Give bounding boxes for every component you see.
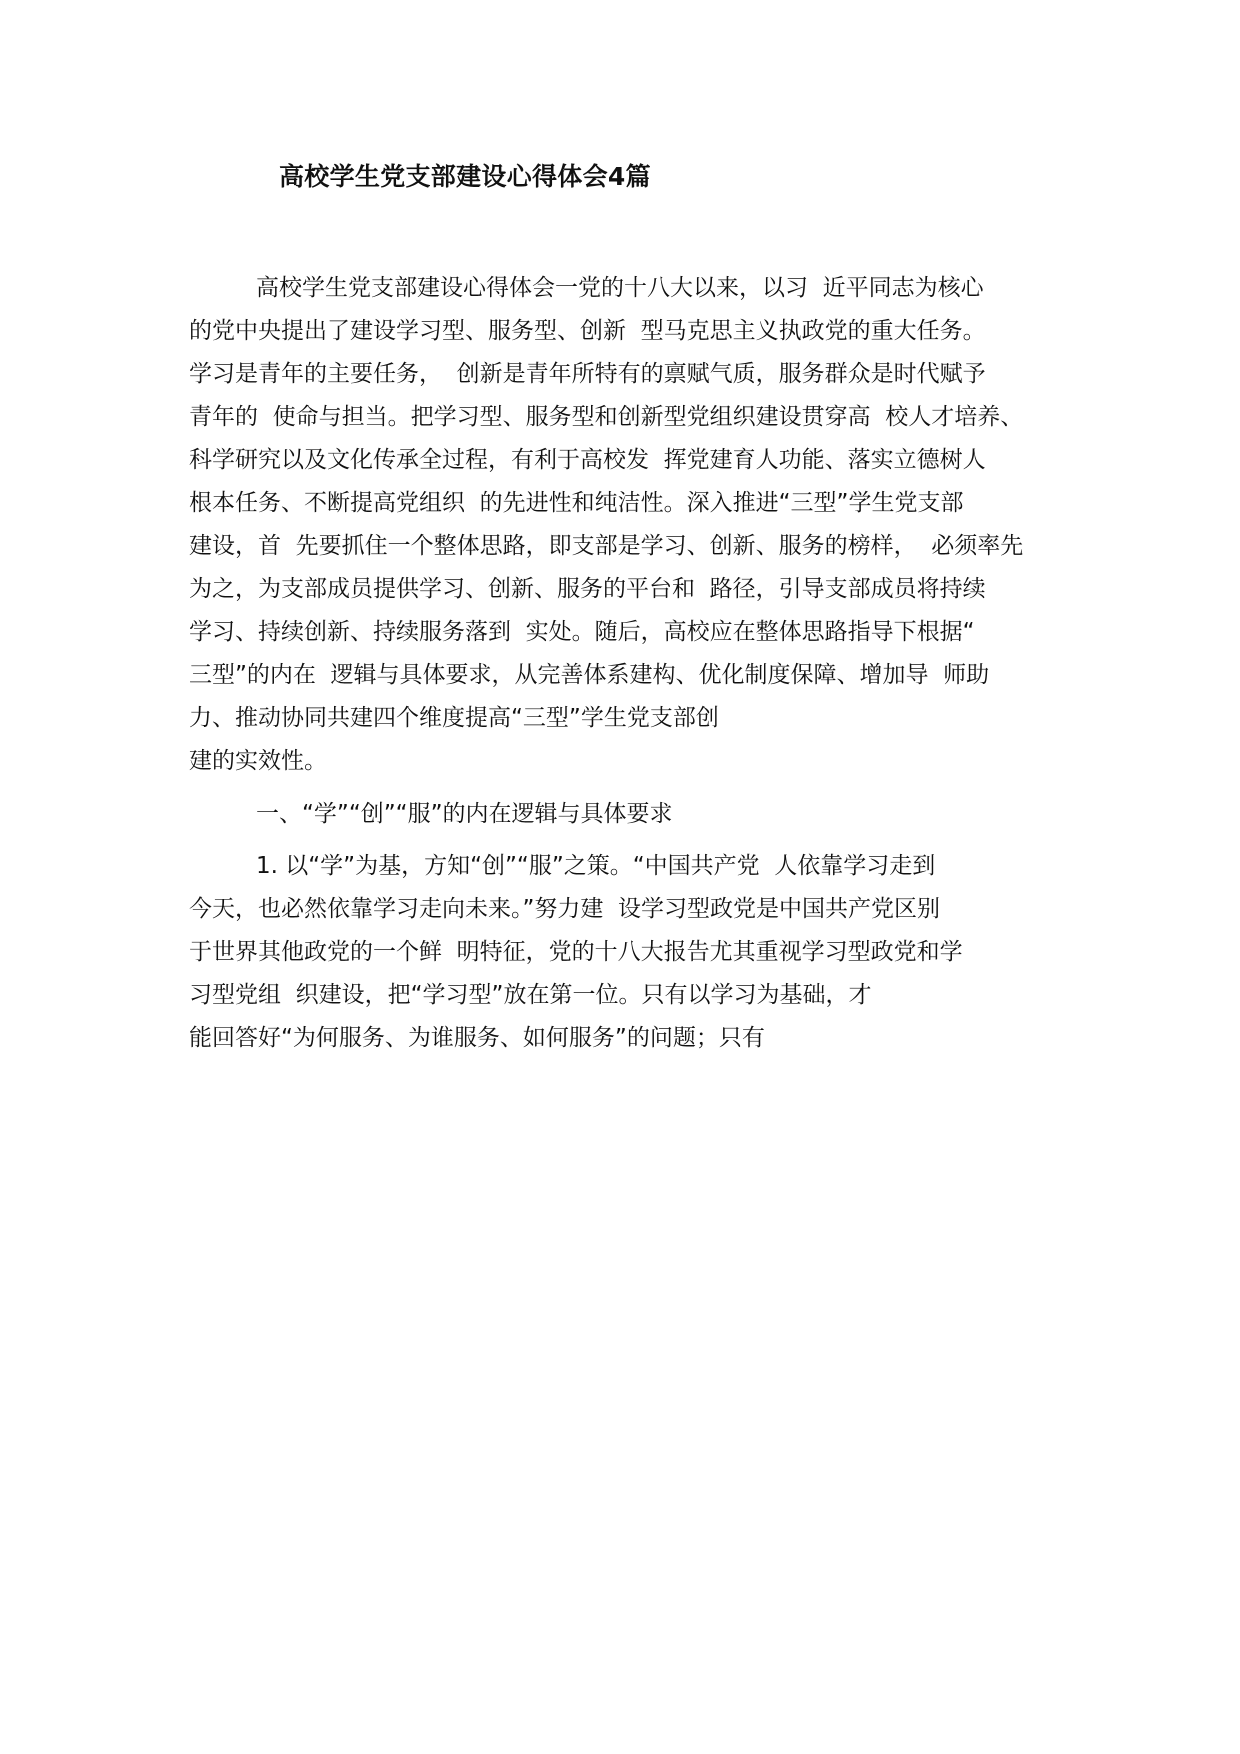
paragraph-line: 今天，也必然依靠学习走向未来。”努力建 设学习型政党是中国共产党区别 (189, 896, 941, 922)
paragraph-line: 高校学生党支部建设心得体会一党的十八大以来，以习 近平同志为核心 (256, 275, 984, 301)
section-heading: 一、“学”“创”“服”的内在逻辑与具体要求 (256, 801, 673, 827)
paragraph-line: 于世界其他政党的一个鲜 明特征，党的十八大报告尤其重视学习型政党和学 (189, 939, 963, 965)
paragraph-line: 习型党组 织建设，把“学习型”放在第一位。只有以学习为基础，才 (189, 982, 872, 1008)
paragraph-line: 青年的 使命与担当。把学习型、服务型和创新型党组织建设贯穿高 校人才培养、 (189, 404, 1024, 430)
paragraph-line: 为之，为支部成员提供学习、创新、服务的平台和 路径，引导支部成员将持续 (189, 576, 986, 602)
paragraph-line: 学习、持续创新、持续服务落到 实处。随后，高校应在整体思路指导下根据“ (189, 619, 975, 645)
paragraph-line: 能回答好“为何服务、为谁服务、如何服务”的问题；只有 (189, 1025, 765, 1051)
paragraph-line: 的党中央提出了建设学习型、服务型、创新 型马克思主义执政党的重大任务。 (189, 318, 986, 344)
paragraph-line: 建的实效性。 (189, 748, 327, 774)
document-title: 高校学生党支部建设心得体会4篇 (279, 162, 651, 191)
paragraph-line: 建设，首 先要抓住一个整体思路，即支部是学习、创新、服务的榜样， 必须率先 (189, 533, 1024, 559)
paragraph-line: 科学研究以及文化传承全过程，有利于高校发 挥党建育人功能、落实立德树人 (189, 447, 986, 473)
paragraph-line: 根本任务、不断提高党组织 的先进性和纯洁性。深入推进“三型”学生党支部 (189, 490, 964, 516)
paragraph-line: 三型”的内在 逻辑与具体要求，从完善体系建构、优化制度保障、增加导 师助 (189, 662, 990, 688)
paragraph-line: 力、推动协同共建四个维度提高“三型”学生党支部创 (189, 705, 719, 731)
paragraph-line: 学习是青年的主要任务， 创新是青年所特有的禀赋气质，服务群众是时代赋予 (189, 361, 986, 387)
paragraph-line: 1. 以“学”为基，方知“创”“服”之策。“中国共产党 人依靠学习走到 (256, 853, 936, 879)
